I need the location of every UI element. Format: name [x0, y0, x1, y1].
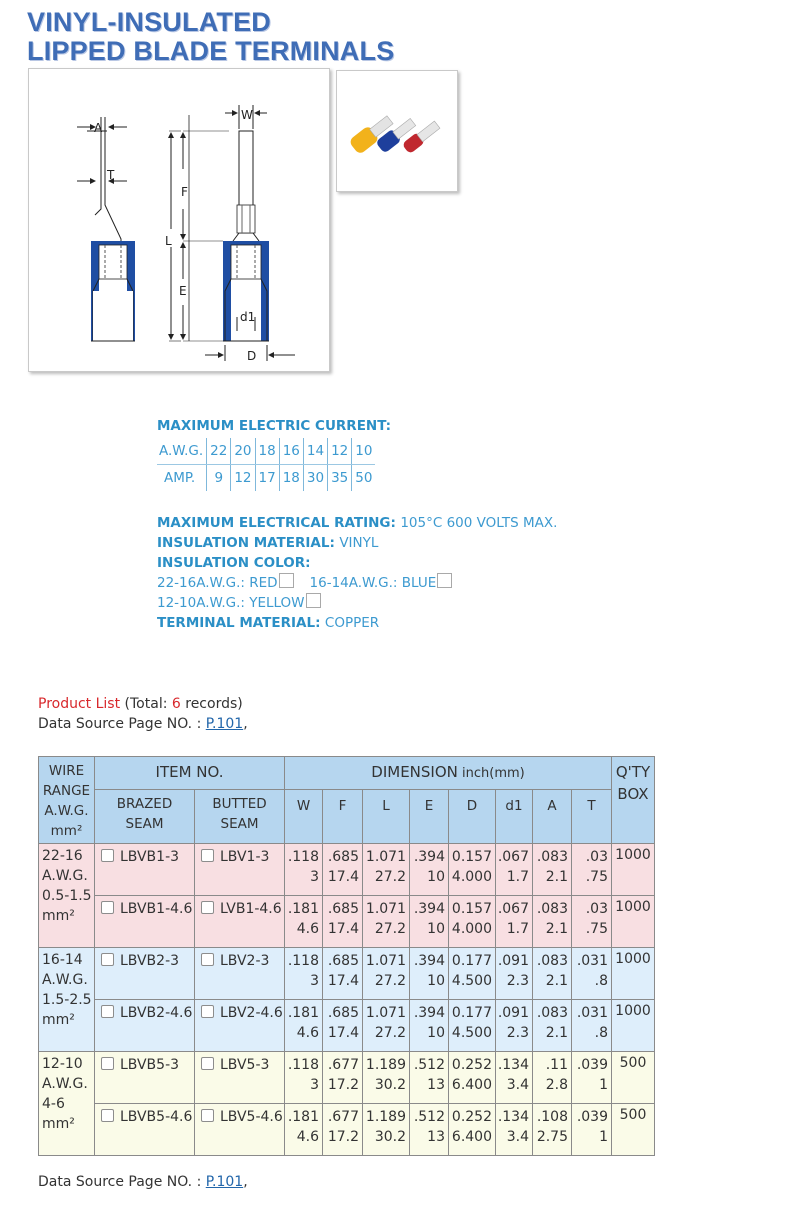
select-butted-checkbox[interactable]	[201, 1005, 214, 1018]
brazed-item-cell	[95, 1000, 195, 1052]
awg-cell: 16	[279, 438, 303, 465]
color-blue-label: 16-14A.W.G.: BLUE	[309, 575, 437, 591]
butted-item-label: LBV5-4.6	[220, 1109, 283, 1125]
header-row-1	[39, 757, 655, 790]
color-line-2	[157, 593, 557, 613]
awg-cell: 22	[207, 438, 231, 465]
source-suffix: ,	[243, 716, 248, 732]
butted-item-cell	[195, 1104, 285, 1156]
rating-value: 105°C 600 VOLTS MAX.	[400, 515, 558, 531]
dimension-cell: .677 17.2	[323, 1052, 363, 1104]
butted-item-cell	[195, 1000, 285, 1052]
dimension-cell: .512 13	[410, 1104, 449, 1156]
wire-range-cell: 12-10 A.W.G. 4-6 mm²	[39, 1052, 95, 1156]
product-table	[38, 756, 655, 1156]
select-brazed-checkbox[interactable]	[101, 953, 114, 966]
product-list-label: Product List	[38, 696, 121, 712]
dimension-cell: 0.252 6.400	[449, 1104, 496, 1156]
table-row	[39, 948, 655, 1000]
select-brazed-checkbox[interactable]	[101, 1057, 114, 1070]
dimension-cell: .685 17.4	[323, 844, 363, 896]
page-title	[27, 8, 394, 66]
dim-header-a: A	[533, 790, 572, 844]
data-source-line	[38, 714, 248, 734]
select-brazed-checkbox[interactable]	[101, 849, 114, 862]
dim-label-l: L	[165, 234, 172, 248]
butted-item-label: LBV1-3	[220, 849, 270, 865]
amp-cell: 17	[255, 465, 279, 492]
dimension-cell: .083 2.1	[533, 896, 572, 948]
amp-cell: 50	[352, 465, 376, 492]
awg-cell: 12	[328, 438, 352, 465]
amp-cell: 9	[207, 465, 231, 492]
brazed-item-label: LBVB1-3	[120, 849, 180, 865]
red-swatch	[279, 573, 294, 588]
title-line-1: VINYL-INSULATED	[27, 7, 271, 37]
item-no-header: ITEM NO.	[95, 757, 285, 790]
select-brazed-checkbox[interactable]	[101, 901, 114, 914]
awg-cell: 20	[231, 438, 255, 465]
brazed-item-cell	[95, 1104, 195, 1156]
dimension-cell: .134 3.4	[496, 1104, 533, 1156]
qty-box-header: Q'TY BOX	[612, 757, 655, 844]
table-row	[39, 844, 655, 896]
insulation-line	[157, 533, 557, 553]
color-line-1	[157, 573, 557, 593]
dim-label-d: D	[247, 349, 257, 363]
max-current-label: MAXIMUM ELECTRIC CURRENT:	[157, 418, 392, 434]
butted-item-label: LVB1-4.6	[220, 901, 282, 917]
dimension-cell: .083 2.1	[533, 1000, 572, 1052]
qty-cell: 1000	[612, 844, 655, 896]
dim-label-t: T	[107, 168, 115, 182]
source-prefix: Data Source Page NO. :	[38, 716, 206, 732]
butted-item-cell	[195, 948, 285, 1000]
current-table	[157, 438, 375, 491]
amp-cell: 18	[279, 465, 303, 492]
butted-item-cell	[195, 896, 285, 948]
brazed-item-label: LBVB2-3	[120, 953, 180, 969]
dim-header-l: L	[363, 790, 410, 844]
dimension-cell: .03 .75	[572, 896, 612, 948]
table-row	[39, 1000, 655, 1052]
dimension-cell: 0.157 4.000	[449, 896, 496, 948]
qty-cell: 1000	[612, 896, 655, 948]
color-label: INSULATION COLOR:	[157, 555, 311, 571]
insulation-label: INSULATION MATERIAL:	[157, 535, 335, 551]
dimension-cell: .181 4.6	[285, 1104, 323, 1156]
dimension-cell: .039 1	[572, 1104, 612, 1156]
dimension-cell: .394 10	[410, 1000, 449, 1052]
total-count: 6	[171, 696, 181, 712]
table-row	[39, 896, 655, 948]
total-prefix: (Total:	[120, 696, 172, 712]
dimension-cell: .685 17.4	[323, 1000, 363, 1052]
terminal-line	[157, 613, 557, 633]
terminal-value: COPPER	[324, 615, 380, 631]
terminal-dimension-drawing	[29, 69, 329, 371]
dimension-cell: .677 17.2	[323, 1104, 363, 1156]
awg-cell: 10	[352, 438, 376, 465]
dimension-cell: .031 .8	[572, 948, 612, 1000]
brazed-item-cell	[95, 844, 195, 896]
brazed-seam-header: BRAZED SEAM	[95, 790, 195, 844]
dim-label-w: W	[241, 108, 253, 122]
dim-header-d1: d1	[496, 790, 533, 844]
qty-cell: 500	[612, 1104, 655, 1156]
dimension-cell: .181 4.6	[285, 896, 323, 948]
dimension-cell: 1.071 27.2	[363, 844, 410, 896]
dimension-cell: .512 13	[410, 1052, 449, 1104]
select-butted-checkbox[interactable]	[201, 849, 214, 862]
dimension-cell: .685 17.4	[323, 948, 363, 1000]
dimension-cell: 1.071 27.2	[363, 896, 410, 948]
color-red-label: 22-16A.W.G.: RED	[157, 575, 278, 591]
dim-label-d1: d1	[240, 310, 256, 324]
title-line-2: LIPPED BLADE TERMINALS	[27, 36, 395, 66]
qty-cell: 500	[612, 1052, 655, 1104]
product-photo	[336, 70, 458, 192]
butted-item-cell	[195, 844, 285, 896]
select-brazed-checkbox[interactable]	[101, 1005, 114, 1018]
dim-label-f: F	[181, 185, 188, 199]
dimension-cell: .108 2.75	[533, 1104, 572, 1156]
dim-header-t: T	[572, 790, 612, 844]
wire-range-cell: 22-16 A.W.G. 0.5-1.5 mm²	[39, 844, 95, 948]
dim-label-e: E	[179, 284, 187, 298]
dimension-cell: 0.177 4.500	[449, 948, 496, 1000]
brazed-item-label: LBVB5-3	[120, 1057, 180, 1073]
dimension-cell: .03 .75	[572, 844, 612, 896]
dimension-cell: .685 17.4	[323, 896, 363, 948]
awg-label: A.W.G.	[157, 438, 207, 465]
dimension-cell: .083 2.1	[533, 844, 572, 896]
butted-item-label: LBV2-4.6	[220, 1005, 283, 1021]
footer-source-prefix: Data Source Page NO. :	[38, 1174, 206, 1190]
dim-header-d: D	[449, 790, 496, 844]
wire-range-header: WIRE RANGE A.W.G. mm²	[39, 757, 95, 844]
dim-header-f: F	[323, 790, 363, 844]
dimension-cell: 1.071 27.2	[363, 1000, 410, 1052]
footer-data-source	[38, 1174, 248, 1190]
dim-header-e: E	[410, 790, 449, 844]
dim-label-a: A	[94, 121, 103, 135]
brazed-item-cell	[95, 1052, 195, 1104]
blue-swatch	[437, 573, 452, 588]
select-butted-checkbox[interactable]	[201, 953, 214, 966]
brazed-item-cell	[95, 896, 195, 948]
rating-line	[157, 513, 557, 533]
total-suffix: records)	[180, 696, 243, 712]
header-row-2	[39, 790, 655, 844]
dimension-cell: .394 10	[410, 844, 449, 896]
awg-cell: 14	[303, 438, 327, 465]
brazed-item-label: LBVB1-4.6	[120, 901, 193, 917]
table-row	[39, 1104, 655, 1156]
dimension-cell: 1.071 27.2	[363, 948, 410, 1000]
terminal-photo-image	[337, 71, 457, 191]
amp-cell: 12	[231, 465, 255, 492]
select-butted-checkbox[interactable]	[201, 901, 214, 914]
product-list-line	[38, 694, 248, 714]
select-brazed-checkbox[interactable]	[101, 1109, 114, 1122]
dimension-cell: .039 1	[572, 1052, 612, 1104]
source-page-link[interactable]: P.101	[205, 716, 244, 732]
dimension-header: DIMENSION inch(mm)	[285, 757, 612, 790]
rating-label: MAXIMUM ELECTRICAL RATING:	[157, 515, 396, 531]
dimension-cell: .091 2.3	[496, 948, 533, 1000]
select-butted-checkbox[interactable]	[201, 1057, 214, 1070]
dimension-cell: 1.189 30.2	[363, 1052, 410, 1104]
product-list-summary	[38, 694, 248, 734]
specifications	[157, 416, 557, 633]
dimension-cell: .118 3	[285, 948, 323, 1000]
yellow-swatch	[306, 593, 321, 608]
dimension-cell: .394 10	[410, 948, 449, 1000]
insulation-value: VINYL	[339, 535, 379, 551]
brazed-item-label: LBVB5-4.6	[120, 1109, 193, 1125]
brazed-item-label: LBVB2-4.6	[120, 1005, 193, 1021]
dimension-cell: .083 2.1	[533, 948, 572, 1000]
footer-source-link[interactable]: P.101	[205, 1174, 244, 1190]
dimension-cell: .394 10	[410, 896, 449, 948]
amp-row	[157, 465, 375, 492]
terminal-label: TERMINAL MATERIAL:	[157, 615, 321, 631]
dimension-cell: .067 1.7	[496, 844, 533, 896]
amp-cell: 30	[303, 465, 327, 492]
dimension-cell: .134 3.4	[496, 1052, 533, 1104]
qty-cell: 1000	[612, 1000, 655, 1052]
qty-cell: 1000	[612, 948, 655, 1000]
dimension-cell: 1.189 30.2	[363, 1104, 410, 1156]
awg-row	[157, 438, 375, 465]
dimension-cell: .067 1.7	[496, 896, 533, 948]
dimension-cell: 0.157 4.000	[449, 844, 496, 896]
brazed-item-cell	[95, 948, 195, 1000]
dimension-cell: .181 4.6	[285, 1000, 323, 1052]
technical-drawing	[28, 68, 330, 372]
footer-source-suffix: ,	[243, 1174, 248, 1190]
dimension-cell: .11 2.8	[533, 1052, 572, 1104]
dimension-cell: .118 3	[285, 1052, 323, 1104]
color-yellow-label: 12-10A.W.G.: YELLOW	[157, 595, 305, 611]
butted-item-label: LBV2-3	[220, 953, 270, 969]
butted-seam-header: BUTTED SEAM	[195, 790, 285, 844]
dimension-cell: 0.252 6.400	[449, 1052, 496, 1104]
dimension-cell: .091 2.3	[496, 1000, 533, 1052]
dim-header-w: W	[285, 790, 323, 844]
wire-range-cell: 16-14 A.W.G. 1.5-2.5 mm²	[39, 948, 95, 1052]
dimension-cell: .118 3	[285, 844, 323, 896]
select-butted-checkbox[interactable]	[201, 1109, 214, 1122]
table-row	[39, 1052, 655, 1104]
awg-cell: 18	[255, 438, 279, 465]
butted-item-label: LBV5-3	[220, 1057, 270, 1073]
amp-cell: 35	[328, 465, 352, 492]
butted-item-cell	[195, 1052, 285, 1104]
dimension-cell: .031 .8	[572, 1000, 612, 1052]
amp-label: AMP.	[164, 470, 196, 486]
dimension-cell: 0.177 4.500	[449, 1000, 496, 1052]
